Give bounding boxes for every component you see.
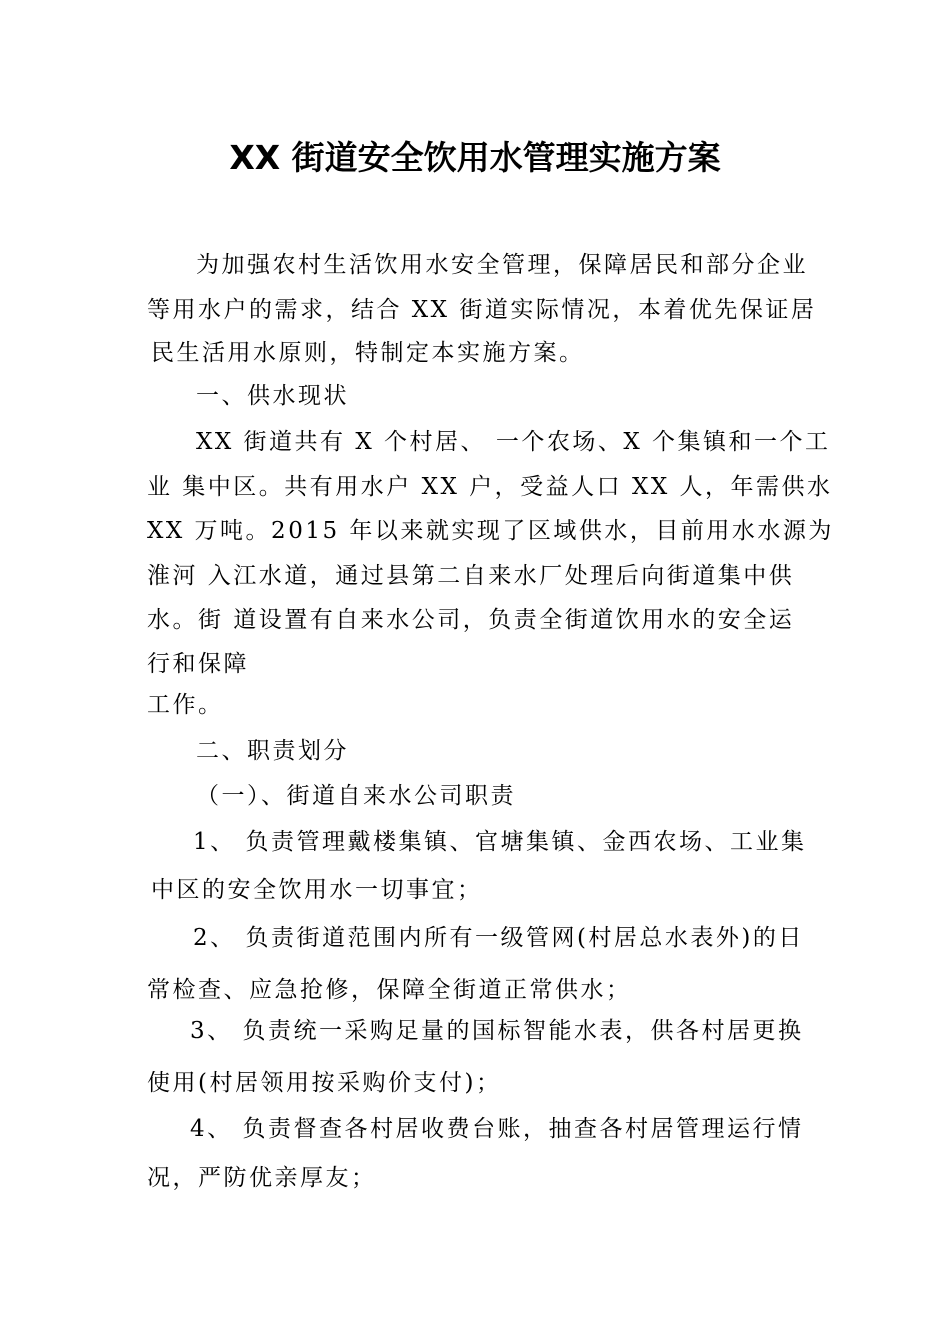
paragraph-line: XX 街道共有 X 个村居、 一个农场、X 个集镇和一个工 (196, 429, 831, 455)
list-item-line: 1、 负责管理戴楼集镇、官塘集镇、金西农场、工业集 (193, 829, 807, 855)
list-item-line: 常检查、应急抢修，保障全街道正常供水； (147, 977, 632, 1003)
paragraph-line: 为加强农村生活饮用水安全管理，保障居民和部分企业 (196, 252, 808, 278)
subsection-heading: （一）、街道自来水公司职责 (196, 783, 516, 809)
list-item-line: 况，严防优亲厚友； (147, 1165, 377, 1191)
section-heading: 二、职责划分 (196, 738, 349, 764)
paragraph-line: 淮河 入江水道，通过县第二自来水厂处理后向街道集中供 (147, 563, 795, 589)
list-item-line: 2、 负责街道范围内所有一级管网(村居总水表外)的日 (193, 925, 804, 951)
list-item-line: 中区的安全饮用水一切事宜； (151, 877, 483, 903)
paragraph-line: 民生活用水原则，特制定本实施方案。 (151, 340, 585, 366)
paragraph-line: 行和保障 (147, 651, 249, 677)
section-heading: 一、供水现状 (196, 383, 349, 409)
list-item-line: 使用(村居领用按采购价支付)； (147, 1070, 502, 1096)
paragraph-line: 工作。 (147, 692, 224, 718)
paragraph-line: 水。街 道设置有自来水公司，负责全街道饮用水的安全运 (147, 607, 795, 633)
document-title: XX 街道安全饮用水管理实施方案 (229, 138, 721, 177)
list-item-line: 4、 负责督查各村居收费台账，抽查各村居管理运行情 (190, 1116, 804, 1142)
paragraph-line: 业 集中区。共有用水户 XX 户，受益人口 XX 人，年需供水 (147, 474, 833, 500)
paragraph-line: XX 万吨。2015 年以来就实现了区域供水，目前用水水源为 (147, 518, 834, 544)
paragraph-line: 等用水户的需求，结合 XX 街道实际情况，本着优先保证居 (147, 297, 817, 323)
list-item-line: 3、 负责统一采购足量的国标智能水表，供各村居更换 (190, 1018, 804, 1044)
